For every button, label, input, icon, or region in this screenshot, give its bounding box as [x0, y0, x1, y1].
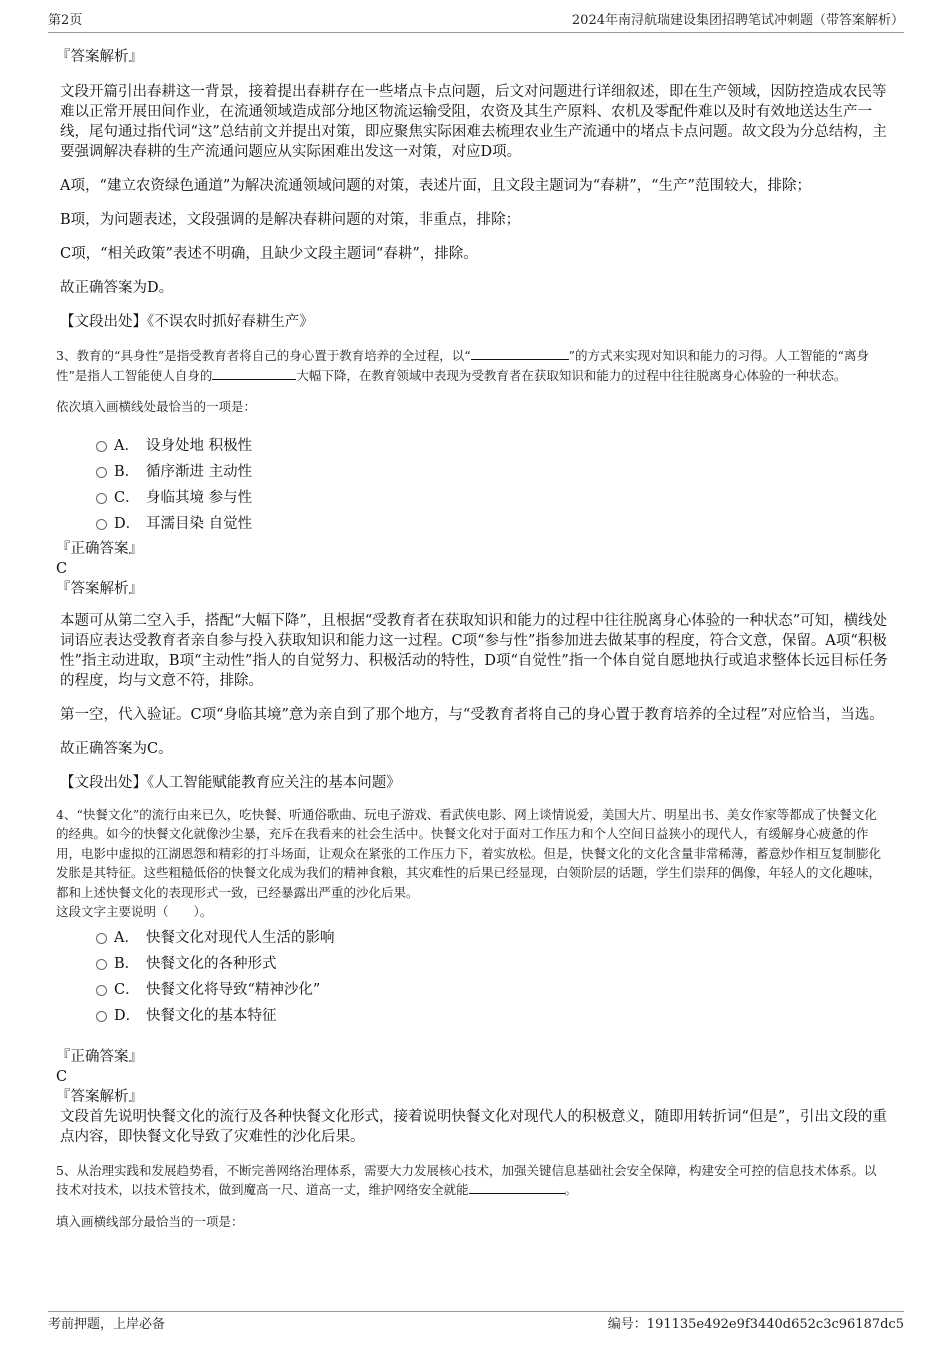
- q3-option-b[interactable]: B． 循序渐进 主动性: [56, 459, 888, 485]
- q4-analysis-p1: 文段首先说明快餐文化的流行及各种快餐文化形式，接着说明快餐文化对现代人的积极意义，随即用转折词“但是”，引出文段的重点内容，即快餐文化导致了灾难性的沙化后果。: [60, 1108, 887, 1145]
- blank-line: [469, 1181, 565, 1194]
- radio-icon[interactable]: [96, 959, 107, 970]
- q2-source: 【文段出处】《不误农时抓好春耕生产》: [60, 314, 314, 330]
- footer-serial: 编号：191135e492e9f3440d652c3c96187dc5: [607, 1317, 904, 1332]
- q2-analysis-c: C项，“相关政策”表述不明确，且缺少文段主题词“春耕”，排除。: [60, 246, 478, 262]
- radio-icon[interactable]: [96, 493, 107, 504]
- q2-conclusion: 故正确答案为D。: [60, 280, 174, 296]
- q3-correct-label: 『正确答案』: [56, 540, 143, 557]
- q4-option-a[interactable]: A． 快餐文化对现代人生活的影响: [56, 925, 888, 951]
- q4-analysis-label: 『答案解析』: [56, 1088, 143, 1105]
- q3-options: [56, 433, 888, 537]
- q4-option-b[interactable]: B． 快餐文化的各种形式: [56, 951, 888, 977]
- q3-conclusion: 故正确答案为C。: [60, 740, 173, 757]
- q2-analysis-a: A项，“建立农资绿色通道”为解决流通领域问题的对策，表述片面，且文段主题词为“春耕”，“生产”范围较大，排除；: [60, 178, 811, 194]
- q5-stem: [56, 1161, 888, 1200]
- radio-icon[interactable]: [96, 519, 107, 530]
- q3-stem-b: ”的方式来实现对知识和能力的习得。人工智能的“离身性”是指人工智能使人自身的: [56, 348, 869, 383]
- q4-stem: 4、“快餐文化”的流行由来已久，吃快餐、听通俗歌曲、玩电子游戏、看武侠电影、网上谈情说爱，美国大片、明星出书、美女作家等都成了快餐文化的经典。如今的快餐文化就像沙尘暴，充斥在我看来的社会生活中。快餐文化对于面对工作压力和个人空间日益狭小的现代人，有缓解身心疲惫的作用，电影中虚拟的江湖恩怨和精彩的打斗场面，让观众在紧张的工作压力下，着实放松。但是，快餐文化的文化含量非常稀薄，蓄意炒作相互复制膨化发胀是其特征。这些粗糙低俗的快餐文化成为我们的精神食粮，其灾难性的后果已经显现，白领阶层的话题，学生们崇拜的偶像，年轻人的文化趣味，都和上述快餐文化的表现形式一致，已经暴露出严重的沙化后果。: [56, 806, 882, 900]
- footer-slogan: 考前押题，上岸必备: [48, 1317, 166, 1332]
- q4-option-c[interactable]: C． 快餐文化将导致“精神沙化”: [56, 977, 888, 1003]
- page-content: [56, 40, 888, 1231]
- radio-icon[interactable]: [96, 467, 107, 478]
- q3-option-a[interactable]: A． 设身处地 积极性: [56, 433, 888, 459]
- q4-prompt: 这段文字主要说明（ ）。: [56, 904, 213, 919]
- q3-correct-answer: C: [56, 560, 68, 577]
- page-number: 第2页: [48, 13, 83, 28]
- page-header: [48, 12, 904, 33]
- q4-correct-answer: C: [56, 1068, 68, 1085]
- q3-stem-c: 大幅下降，在教育领域中表现为受教育者在获取知识和能力的过程中往往脱离身心体验的一种状态。: [296, 367, 847, 383]
- q3-analysis-p2: 第一空，代入验证。C项“身临其境”意为亲自到了那个地方，与“受教育者将自己的身心置于教育培养的全过程”对应恰当，当选。: [60, 706, 884, 723]
- page-footer: [48, 1311, 904, 1339]
- q3-analysis-p1: 本题可从第二空入手，搭配“大幅下降”，且根据“受教育者在获取知识和能力的过程中往往脱离身心体验的一种状态”可知，横线处词语应表达受教育者亲自参与投入获取知识和能力这一过程。C项“参与性”指参加进去做某事的程度，符合文意，保留。A项“积极性”指主动进取，B项“主动性”指人的自觉努力、积极活动的特性，D项“自觉性”指一个体自觉自愿地执行或追求整体长远目标任务的程度，均与文意不符，排除。: [60, 612, 888, 689]
- q2-analysis-p1: 文段开篇引出春耕这一背景，接着提出春耕存在一些堵点卡点问题，后文对问题进行详细叙述，即在生产领域，因防控造成农民等难以正常开展田间作业，在流通领域造成部分地区物流运输受阻，农资及其生产原料、农机及零配件难以及时有效地送达生产一线，尾句通过指代词“这”总结前文并提出对策，即应聚焦实际困难去梳理农业生产流通中的堵点卡点问题。故文段为分总结构，主要强调解决春耕的生产流通问题应从实际困难出发这一对策，对应D项。: [60, 84, 887, 160]
- radio-icon[interactable]: [96, 985, 107, 996]
- q3-option-c[interactable]: C． 身临其境 参与性: [56, 485, 888, 511]
- q5-stem-a: 5、从治理实践和发展趋势看，不断完善网络治理体系，需要大力发展核心技术，加强关键信息基础社会安全保障，构建安全可控的信息技术体系。以技术对技术，以技术管技术，做到魔高一尺、道高一丈，维护网络安全就能: [56, 1162, 877, 1197]
- q5-stem-b: 。: [564, 1182, 578, 1197]
- q3-source: 【文段出处】《人工智能赋能教育应关注的基本问题》: [60, 774, 401, 791]
- q2-analysis-label: 『答案解析』: [56, 49, 143, 65]
- q4-options: [56, 925, 888, 1029]
- radio-icon[interactable]: [96, 1011, 107, 1022]
- q4-option-d[interactable]: D． 快餐文化的基本特征: [56, 1003, 888, 1029]
- q3-prompt: 依次填入画横线处最恰当的一项是：: [56, 399, 257, 414]
- q5-prompt: 填入画横线部分最恰当的一项是：: [56, 1213, 244, 1229]
- document-title: 2024年南浔航瑞建设集团招聘笔试冲刺题（带答案解析）: [571, 13, 904, 28]
- blank-line: [471, 347, 569, 360]
- q3-option-d[interactable]: D． 耳濡目染 自觉性: [56, 511, 888, 537]
- q3-stem: [56, 346, 888, 385]
- radio-icon[interactable]: [96, 441, 107, 452]
- q3-analysis-label: 『答案解析』: [56, 580, 143, 597]
- blank-line: [212, 367, 296, 380]
- q3-stem-a: 3、教育的“具身性”是指受教育者将自己的身心置于教育培养的全过程，以“: [56, 348, 471, 363]
- q4-correct-label: 『正确答案』: [56, 1048, 143, 1065]
- radio-icon[interactable]: [96, 933, 107, 944]
- q2-analysis-b: B项，为问题表述，文段强调的是解决春耕问题的对策，非重点，排除；: [60, 212, 521, 228]
